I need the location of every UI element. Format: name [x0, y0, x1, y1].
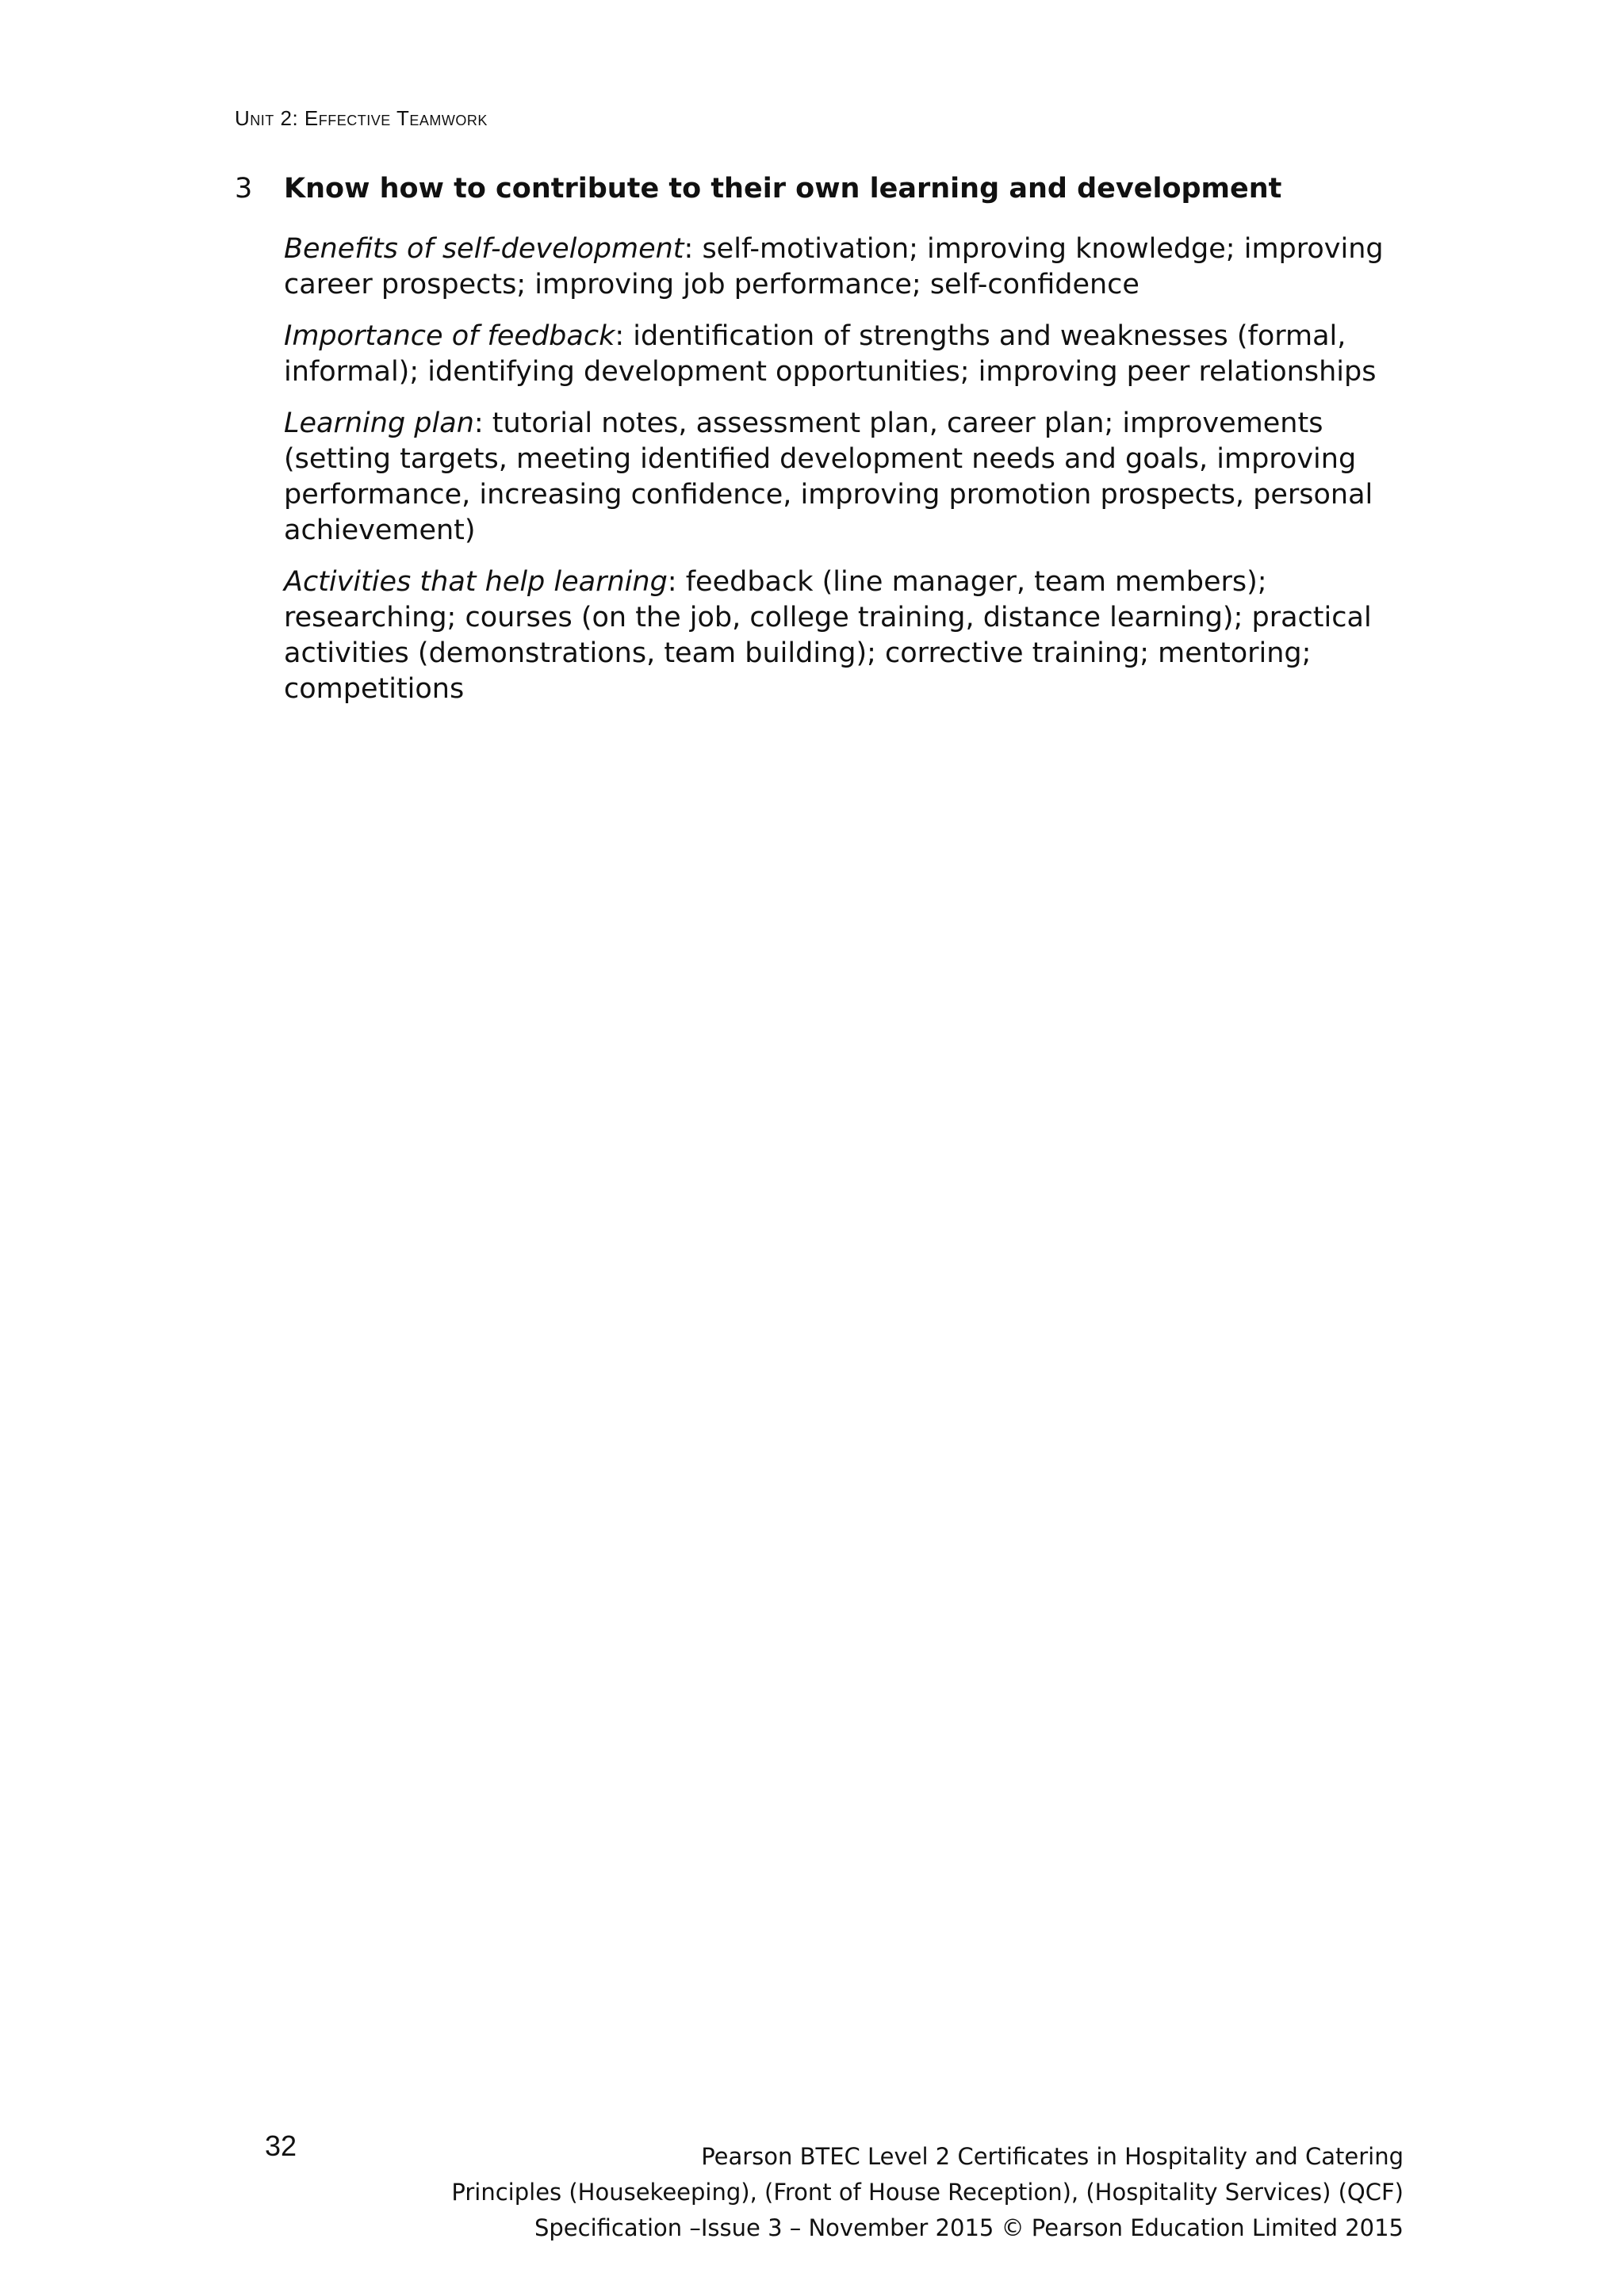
- learning-outcome-section: [235, 173, 1408, 723]
- entry-benefits-of-self-development: [284, 232, 1408, 303]
- entry-text: : self-motivation; improving knowledge; improving career prospects; improving job performance; self-confidence: [284, 233, 1384, 300]
- entry-text: : feedback (line manager, team members); researching; courses (on the job, college training, distance learning); practical activities (demonstrations, team building); corrective training; mentoring; competitions: [284, 566, 1372, 705]
- entry-term: Activities that help learning: [284, 566, 668, 598]
- running-header: Unit 2: Effective Teamwork: [235, 106, 488, 130]
- section-heading: [235, 173, 1408, 205]
- entry-importance-of-feedback: [284, 319, 1408, 390]
- section-number: 3: [235, 173, 253, 205]
- entry-activities-that-help-learning: [284, 564, 1408, 707]
- footer-line-3: Specification –Issue 3 – November 2015 © Pearson Education Limited 2015: [534, 2214, 1404, 2241]
- content-entries: [284, 232, 1408, 707]
- entry-term: Importance of feedback: [284, 320, 615, 352]
- footer-publication-info: [451, 2139, 1404, 2246]
- entry-learning-plan: [284, 406, 1408, 549]
- entry-text: : identification of strengths and weaknesses (formal, informal); identifying development opportunities; improving peer relationships: [284, 320, 1377, 388]
- entry-term: Learning plan: [284, 408, 474, 439]
- entry-text: : tutorial notes, assessment plan, career plan; improvements (setting targets, meeting identified development needs and goals, improving performance, increasing confidence, improving promotion prospects, personal achievement): [284, 408, 1373, 546]
- section-title: Know how to contribute to their own learning and development: [284, 173, 1282, 205]
- page-number: 32: [265, 2130, 297, 2162]
- footer-line-2: Principles (Housekeeping), (Front of House Reception), (Hospitality Services) (QCF): [451, 2179, 1404, 2206]
- footer-line-1: Pearson BTEC Level 2 Certificates in Hospitality and Catering: [701, 2143, 1404, 2170]
- entry-term: Benefits of self-development: [284, 233, 684, 265]
